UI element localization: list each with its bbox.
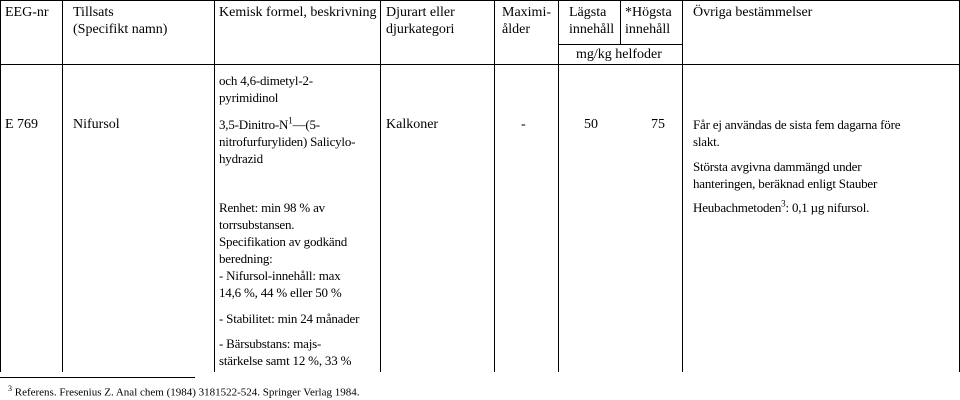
header-formel: Kemisk formel, beskrivning xyxy=(219,5,377,20)
header-tillsats xyxy=(73,4,167,38)
col-divider-5 xyxy=(494,0,495,372)
header-lagsta-line2: innehåll xyxy=(569,22,615,37)
cell-tillsats: Nifursol xyxy=(73,117,120,132)
footnote-text: Referens. Fresenius Z. Anal chem (1984) 3181522-524. Springer Verlag 1984. xyxy=(14,386,360,399)
header-lagsta xyxy=(569,4,614,38)
formel-continuation-line1: och 4,6-dimetyl-2- xyxy=(219,73,313,88)
footnote-rule xyxy=(0,377,195,378)
cell-ovriga xyxy=(693,116,900,216)
renhet-line6: 14,6 %, 44 % eller 50 % xyxy=(219,285,342,300)
col-divider-6 xyxy=(558,0,559,372)
header-lagsta-line1: Lägsta xyxy=(569,5,607,20)
ovriga-line2: slakt. xyxy=(693,134,720,149)
header-eeg-nr: EEG-nr xyxy=(5,5,49,20)
cell-hogsta: 75 xyxy=(651,117,665,132)
cell-djurart: Kalkoner xyxy=(386,117,439,132)
formel-continuation-line2: pyrimidinol xyxy=(219,90,279,105)
formel-line3: hydrazid xyxy=(219,151,263,166)
ovriga-line5-text: Heubachmetoden xyxy=(693,200,782,215)
col-divider-2 xyxy=(62,0,63,372)
renhet-line2: torrsubstansen. xyxy=(219,217,295,232)
header-djurart-line2: djurkategori xyxy=(386,22,455,37)
formel-continuation xyxy=(219,72,313,106)
table-top-border xyxy=(0,0,960,1)
cell-barsubstans xyxy=(219,335,351,369)
header-divider xyxy=(558,44,682,45)
header-hogsta-line1: *Högsta xyxy=(625,5,672,20)
formel-line1-text: 3,5-Dinitro-N xyxy=(219,117,289,132)
renhet-line1: Renhet: min 98 % av xyxy=(219,200,325,215)
header-tillsats-line2: (Specifikt namn) xyxy=(73,22,168,37)
barsubstans-line1: - Bärsubstans: majs- xyxy=(219,336,322,351)
barsubstans-line2: stärkelse samt 12 %, 33 % xyxy=(219,353,352,368)
header-hogsta-line2: innehåll xyxy=(625,22,671,37)
col-divider-1 xyxy=(0,0,1,372)
col-divider-4 xyxy=(380,0,381,372)
footnote xyxy=(8,384,359,399)
ovriga-line5-suffix: : 0,1 µg nifursol. xyxy=(785,200,870,215)
renhet-line4: beredning: xyxy=(219,251,273,266)
formel-line1 xyxy=(219,116,355,133)
header-djurart-line1: Djurart eller xyxy=(386,5,455,20)
ovriga-line4: hanteringen, beräknad enligt Stauber xyxy=(693,176,878,191)
header-unit: mg/kg helfoder xyxy=(576,47,662,62)
header-djurart xyxy=(386,4,455,38)
header-maximi xyxy=(502,4,551,38)
footnote-marker: 3 xyxy=(8,384,12,393)
renhet-line5: - Nifursol-innehåll: max xyxy=(219,268,341,283)
header-maximi-line1: Maximi- xyxy=(502,5,551,20)
header-ovriga: Övriga bestämmelser xyxy=(693,5,813,20)
cell-stabilitet: - Stabilitet: min 24 månader xyxy=(219,311,360,326)
renhet-line3: Specifikation av godkänd xyxy=(219,234,348,249)
formel-line2: nitrofurfuryliden) Salicylo- xyxy=(219,134,356,149)
header-tillsats-line1: Tillsats xyxy=(73,5,114,20)
cell-eeg-nr: E 769 xyxy=(5,117,39,132)
ovriga-superscript: 3 xyxy=(781,198,786,209)
header-maximi-line2: ålder xyxy=(502,22,530,37)
col-divider-7 xyxy=(620,0,621,44)
ovriga-line5 xyxy=(693,199,900,216)
cell-maximi: - xyxy=(521,117,526,132)
col-divider-3 xyxy=(214,0,215,372)
formel-line1-suffix: —(5- xyxy=(292,117,320,132)
cell-lagsta: 50 xyxy=(584,117,598,132)
col-divider-8 xyxy=(682,0,683,372)
cell-renhet xyxy=(219,199,347,301)
ovriga-line3: Största avgivna dammängd under xyxy=(693,159,862,174)
formel-superscript: 1 xyxy=(288,115,293,126)
ovriga-line1: Får ej användas de sista fem dagarna före xyxy=(693,117,901,132)
header-hogsta xyxy=(625,4,672,38)
header-bottom-border xyxy=(0,64,960,65)
cell-formel xyxy=(219,116,355,167)
